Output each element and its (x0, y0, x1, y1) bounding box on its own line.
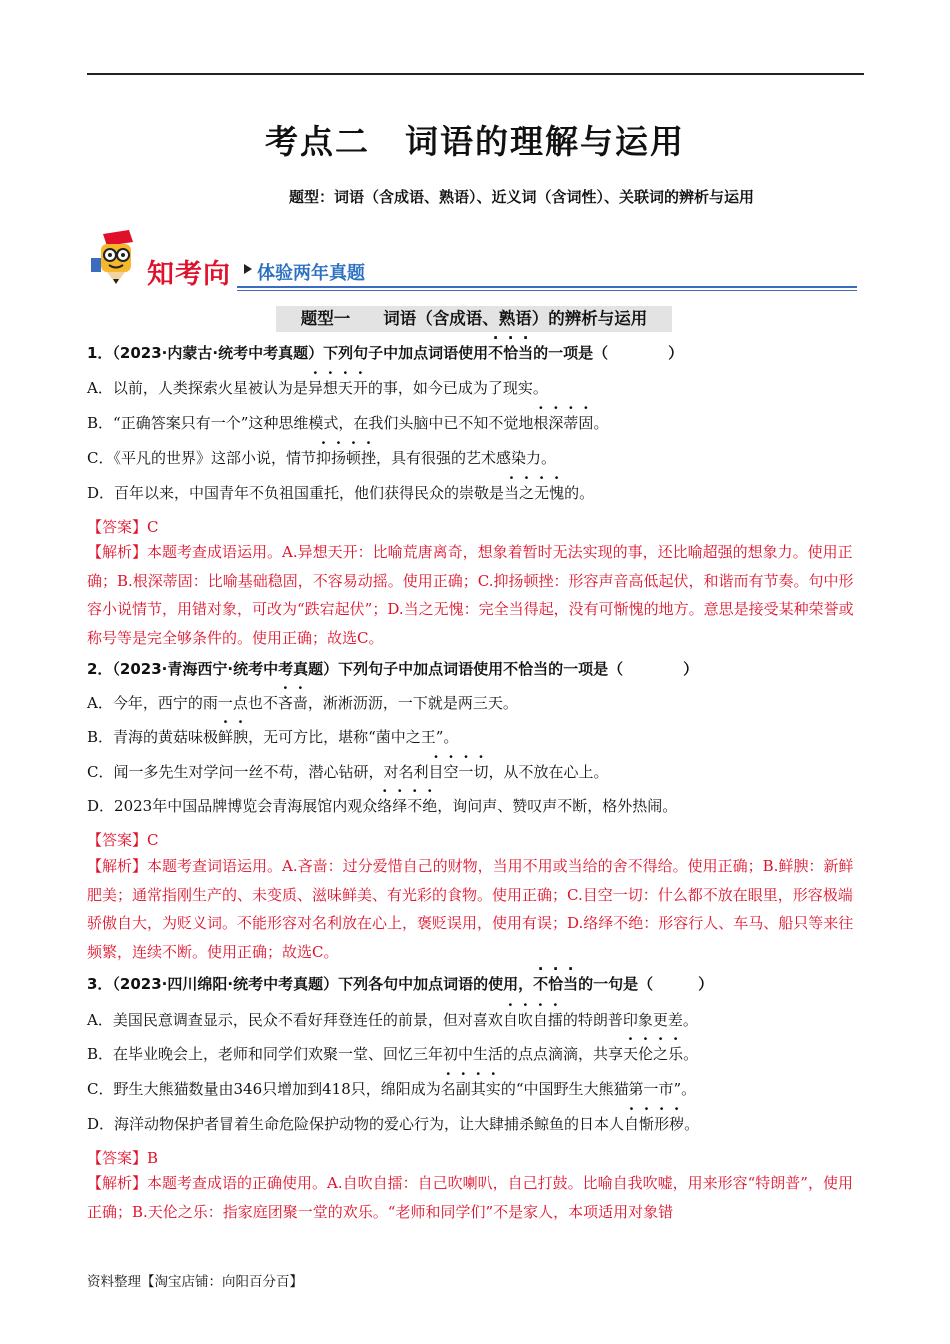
banner-title: 知考向 (147, 259, 231, 290)
answer: 【答案】B (87, 1149, 159, 1167)
option-d: D．2023年中国品牌博览会青海展馆内观众络绎不绝，询问声、赞叹声不断，格外热闹。 (87, 797, 678, 815)
top-rule (87, 73, 864, 75)
dotted-word: 目空一切 (428, 763, 489, 781)
question-type-heading: 题型一 词语（含成语、熟语）的辨析与运用 (276, 306, 672, 332)
dotted-word: 异想天开 (307, 379, 368, 397)
page-subtitle: 题型：词语（含成语、熟语）、近义词（含词性）、关联词的辨析与运用 (288, 188, 754, 206)
option-c: C．野生大熊猫数量由346只增加到418只，绵阳成为名副其实的“中国野生大熊猫第一市”。 (87, 1080, 697, 1098)
banner-arrow-icon (244, 264, 252, 274)
dotted-word: 鲜腴 (218, 728, 249, 746)
dotted-word: 当之无愧 (504, 484, 565, 502)
banner-subtitle: 体验两年真题 (257, 263, 365, 284)
footer-note: 资料整理【淘宝店铺：向阳百分百】 (87, 1274, 303, 1290)
option-a: A．美国民意调查显示，民众不看好拜登连任的前景，但对喜欢自吹自擂的特朗普印象更差。 (87, 1011, 698, 1029)
banner-divider-thin (237, 290, 857, 291)
explanation: 【解析】本题考查词语运用。A.吝啬：过分爱惜自己的财物，当用不用或当给的舍不得给。使用正确；B.鲜腴：新鲜肥美；通常指刚生产的、未变质、滋味鲜美、有光彩的食物。使用正确；C.目空一切：什么都不放在眼里，形容极端骄傲自大，为贬义词。不能形容对名利放在心上，褒贬误用，使用有误；D.络绎不绝：形容行人、车马、船只等来往频繁，连续不断。使用正确；故选C。 (87, 857, 854, 961)
answer: 【答案】C (87, 518, 159, 536)
explanation: 【解析】本题考查成语的正确使用。A.自吹自擂：自己吹喇叭，自己打鼓。比喻自我吹嘘，用来形容“特朗普”，使用正确；B.天伦之乐：指家庭团聚一堂的欢乐。“老师和同学们”不是家人，本项适用对象错 (87, 1174, 853, 1221)
option-c: C．《平凡的世界》这部小说，情节抑扬顿挫，具有很强的艺术感染力。 (87, 449, 557, 467)
option-b: B．“正确答案只有一个”这种思维模式，在我们头脑中已不知不觉地根深蒂固。 (87, 414, 609, 432)
dotted-word: 自惭形秽 (624, 1115, 685, 1133)
page-title: 考点二 词语的理解与运用 (265, 122, 685, 161)
question-stem: 3．（2023·四川绵阳·统考中考真题）下列各句中加点词语的使用，不恰当的一句是（ ） (87, 975, 714, 993)
option-b: B．青海的黄菇味极鲜腴，无可方比，堪称“菌中之王”。 (87, 728, 459, 746)
option-a: A．今年，西宁的雨一点也不吝啬，淅淅沥沥，一下就是两三天。 (87, 694, 518, 712)
dotted-word: 吝啬 (277, 694, 308, 712)
dotted-word: 天伦之乐 (623, 1045, 684, 1063)
option-b: B．在毕业晚会上，老师和同学们欢聚一堂、回忆三年初中生活的点点滴滴，共享天伦之乐。 (87, 1045, 699, 1063)
option-d: D．百年以来，中国青年不负祖国重托，他们获得民众的崇敬是当之无愧的。 (87, 484, 595, 502)
option-c: C．闻一多先生对学问一丝不苟，潜心钻研，对名利目空一切，从不放在心上。 (87, 763, 609, 781)
pencil-mascot-icon (89, 228, 141, 286)
question-stem: 2．（2023·青海西宁·统考中考真题）下列句子中加点词语使用不恰当的一项是（ ） (87, 660, 699, 678)
section-banner (87, 228, 857, 288)
answer: 【答案】C (87, 831, 159, 849)
option-a: A．以前，人类探索火星被认为是异想天开的事，如今已成为了现实。 (87, 379, 548, 397)
dotted-word: 抑扬顿挫 (315, 449, 377, 467)
question-stem: 1．（2023·内蒙古·统考中考真题）下列句子中加点词语使用不恰当的一项是（ ） (87, 344, 684, 362)
dotted-word: 名副其实 (440, 1080, 501, 1098)
dotted-word: 络绎不绝 (377, 797, 438, 815)
option-d: D．海洋动物保护者冒着生命危险保护动物的爱心行为，让大肆捕杀鲸鱼的日本人自惭形秽。 (87, 1115, 700, 1133)
banner-divider (237, 286, 857, 288)
dotted-word: 根深蒂固 (533, 414, 594, 432)
explanation: 【解析】本题考查成语运用。A.异想天开：比喻荒唐离奇，想象着暂时无法实现的事，还比喻超强的想象力。使用正确；B.根深蒂固：比喻基础稳固，不容易动摇。使用正确；C.抑扬顿挫：形容声音高低起伏，和谐而有节奏。句中形容小说情节，用错对象，可改为“跌宕起伏”；D.当之无愧：完全当得起，没有可惭愧的地方。意思是接受某种荣誉或称号等是完全够条件的。使用正确；故选C。 (87, 543, 854, 647)
dotted-word: 自吹自擂 (502, 1011, 563, 1029)
